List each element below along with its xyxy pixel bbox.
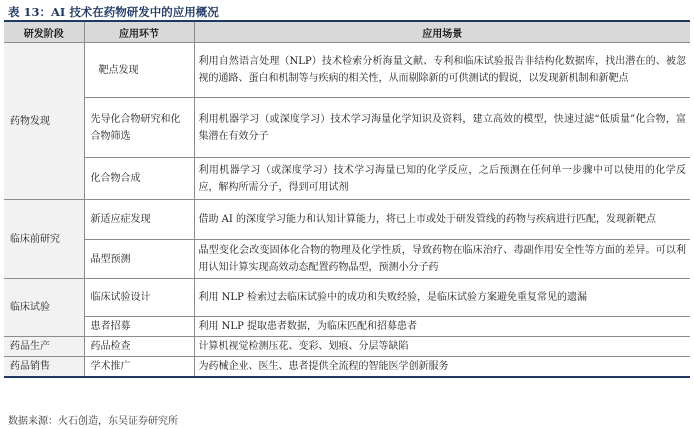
header-scene: 应用场景: [194, 22, 690, 43]
scene-cell: 利用机器学习（或深度学习）技术学习海量已知的化学反应，之后预测在任何单一步骤中可以使用的化学反应，解构所需分子，得到可用试剂: [194, 158, 690, 200]
table-row: [4, 240, 690, 279]
scene-cell: 借助 AI 的深度学习能力和认知计算能力，将已上市或处于研发管线的药物与疾病进行匹配，发现新靶点: [194, 200, 690, 240]
scene-cell: 利用 NLP 检索过去临床试验中的成功和失败经验，是临床试验方案避免重复常见的遗漏: [194, 279, 690, 317]
stage-cell: 药品销售: [4, 357, 84, 378]
header-row: [4, 22, 690, 43]
link-cell: 化合物合成: [84, 158, 194, 200]
stage-cell: 临床试验: [4, 279, 84, 337]
header-link: 应用环节: [84, 22, 194, 43]
scene-cell: 计算机视觉检测压花、变彩、划痕、分层等缺陷: [194, 337, 690, 357]
scene-cell: 利用机器学习（或深度学习）技术学习海量化学知识及资料，建立高效的模型，快速过滤“低质量”化合物，富集潜在有效分子: [194, 98, 690, 158]
link-cell: 临床试验设计: [84, 279, 194, 317]
ai-drug-rd-table: [4, 22, 690, 378]
link-cell: 学术推广: [84, 357, 194, 378]
link-cell: 患者招募: [84, 317, 194, 337]
stage-cell: 药物发现: [4, 43, 84, 200]
scene-cell: 晶型变化会改变固体化合物的物理及化学性质，导致药物在临床治疗、毒副作用安全性等方面的差异。可以利用认知计算实现高效动态配置药物晶型，预测小分子药: [194, 240, 690, 279]
scene-cell: 利用 NLP 提取患者数据，为临床匹配和招募患者: [194, 317, 690, 337]
data-source-note: 数据来源：火石创造，东吴证券研究所: [8, 416, 178, 427]
table-row: [4, 200, 690, 240]
table-title: 表 13：AI 技术在药物研发中的应用概况: [8, 5, 219, 19]
table-row: [4, 158, 690, 200]
table-row: [4, 337, 690, 357]
table-row: [4, 98, 690, 158]
scene-cell: 利用自然语言处理（NLP）技术检索分析海量文献、专利和临床试验报告非结构化数据库，找出潜在的、被忽视的通路、蛋白和机制等与疾病的相关性，从而剔除新的可供测试的假说，以发现新机制和新靶点: [194, 43, 690, 98]
link-cell: 药品检查: [84, 337, 194, 357]
table-row: [4, 279, 690, 317]
link-cell: 先导化合物研究和化合物筛选: [84, 98, 194, 158]
stage-cell: 药品生产: [4, 337, 84, 357]
link-cell: 新适应症发现: [84, 200, 194, 240]
table-row: [4, 43, 690, 98]
table-row: [4, 357, 690, 378]
stage-cell: 临床前研究: [4, 200, 84, 279]
link-cell: 晶型预测: [84, 240, 194, 279]
table-row: [4, 317, 690, 337]
scene-cell: 为药械企业、医生、患者提供全流程的智能医学创新服务: [194, 357, 690, 378]
link-cell: 靶点发现: [84, 43, 194, 98]
header-stage: 研发阶段: [4, 22, 84, 43]
